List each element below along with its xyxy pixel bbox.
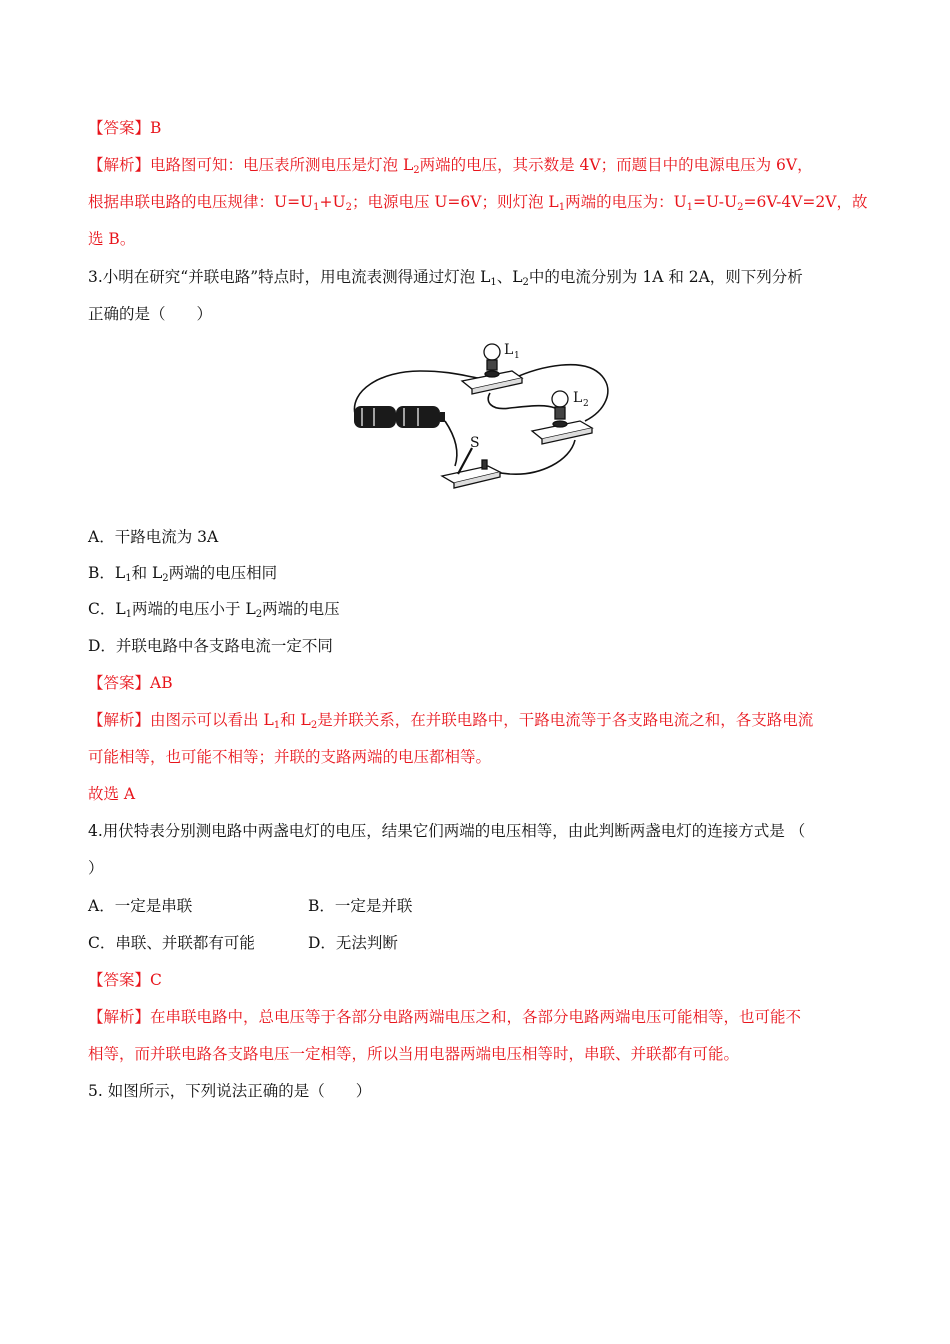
q3-analysis-line-2: 可能相等，也可能不相等；并联的支路两端的电压都相等。 — [88, 748, 492, 766]
q4-stem-line-2: ） — [88, 859, 104, 877]
wire-battery-to-switch — [445, 421, 457, 466]
q3-stem-line-1: 3.小明在研究“并联电路”特点时，用电流表测得通过灯泡 $L_1$、$L_2$中的电流分别为 1A 和 2A，则下列分析 — [88, 268, 803, 288]
analysis-tag: 【解析】 — [88, 711, 151, 729]
q4-option-d: D．无法判断 — [308, 934, 398, 952]
battery-icon — [354, 406, 445, 428]
analysis-tag: 【解析】 — [88, 156, 151, 174]
wire-l1-to-l2 — [488, 393, 555, 409]
q2-analysis-line-2: 根据串联电路的电压规律：$U=U_1+U_2$；电源电压 U=6V；则灯泡 $L_1$两端的电压为：$U_1=U-U_2=6V-4V=2V$，故 — [88, 193, 868, 213]
q3-option-d: D．并联电路中各支路电流一定不同 — [88, 637, 333, 655]
q3-analysis-line-1: 【解析】由图示可以看出 $L_1$和 $L_2$是并联关系，在并联电路中，干路电流等于各支路电流之和，各支路电流 — [88, 711, 814, 731]
q3-stem-line-2: 正确的是（ ） — [88, 305, 213, 323]
q2-analysis-line-3: 选 B。 — [88, 230, 136, 248]
q2-analysis-line-1: 【解析】电路图可知：电压表所测电压是灯泡 $L_2$两端的电压，其示数是 4V；而题目中的电源电压为 6V， — [88, 156, 813, 176]
circuit-figure — [340, 336, 620, 496]
q4-stem-line-1: 4.用伏特表分别测电路中两盏电灯的电压，结果它们两端的电压相等，由此判断两盏电灯的连接方式是 （ — [88, 822, 806, 840]
q3-option-c: C．$L_1$两端的电压小于 $L_2$两端的电压 — [88, 600, 340, 620]
q4-option-b: B．一定是并联 — [308, 897, 413, 915]
wire-l2-to-switch — [485, 440, 575, 474]
q3-option-b: B．$L_1$和 $L_2$两端的电压相同 — [88, 564, 278, 584]
q4-option-a: A．一定是串联 — [88, 897, 193, 915]
label-l2-sub: 2 — [583, 399, 589, 409]
q4-analysis-line-2: 相等，而并联电路各支路电压一定相等，所以当用电器两端电压相等时，串联、并联都有可能。 — [88, 1045, 740, 1063]
q3-option-a: A．干路电流为 3A — [88, 528, 219, 546]
switch-icon — [442, 448, 500, 488]
label-l2: L — [573, 390, 583, 406]
label-s: S — [470, 435, 480, 451]
q2-answer: 【答案】B — [88, 119, 162, 137]
q5-stem: 5. 如图所示，下列说法正确的是（ ） — [88, 1082, 372, 1100]
analysis-tag: 【解析】 — [88, 1008, 151, 1026]
q4-option-c: C．串联、并联都有可能 — [88, 934, 255, 952]
q4-answer: 【答案】C — [88, 971, 162, 989]
q3-answer: 【答案】AB — [88, 674, 173, 692]
label-l1-sub: 1 — [514, 351, 520, 361]
label-l1: L — [504, 342, 514, 358]
q3-conclusion: 故选 A — [88, 785, 136, 803]
q4-analysis-line-1: 【解析】在串联电路中，总电压等于各部分电路两端电压之和，各部分电路两端电压可能相等，也可能不 — [88, 1008, 802, 1026]
